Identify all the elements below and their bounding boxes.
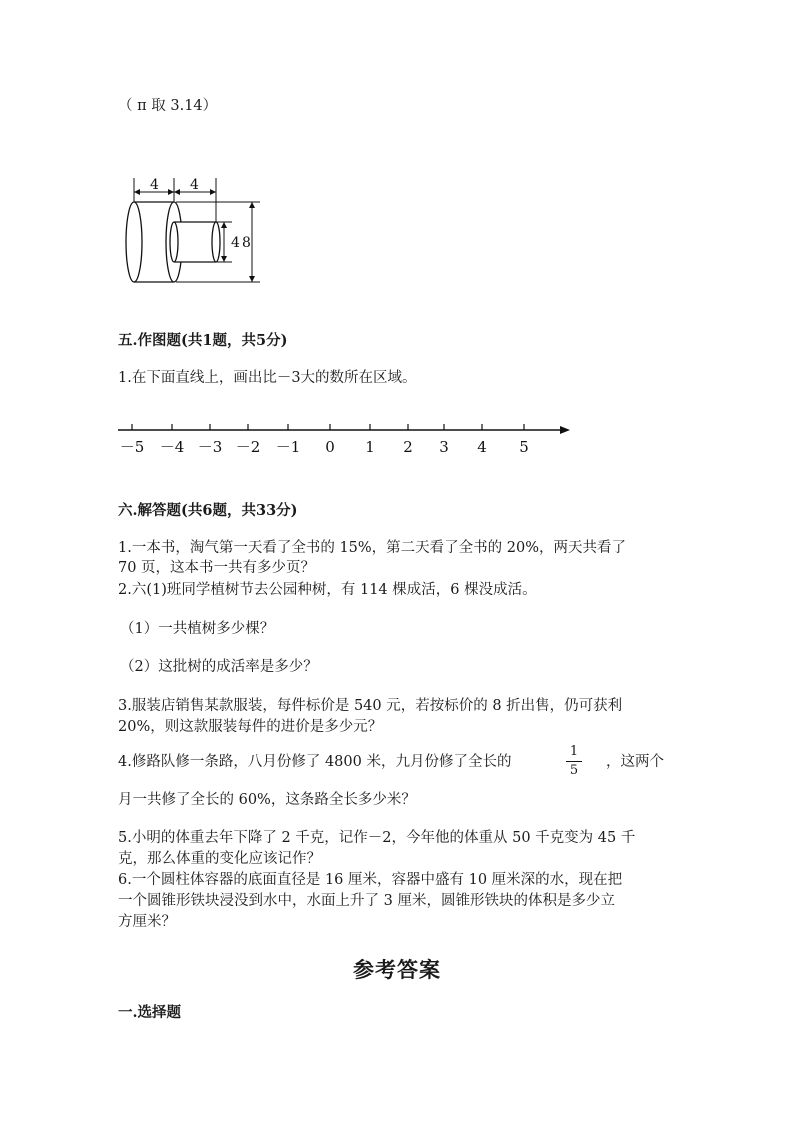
section6-question-4-part-2: ，这两个: [606, 754, 664, 770]
section6-heading: 六.解答题(共6题，共33分): [118, 502, 298, 519]
number-line: [110, 418, 580, 463]
fraction-numerator: 1: [569, 744, 579, 759]
section5-heading: 五.作图题(共1题，共5分): [118, 332, 288, 349]
section6-question-2-sub-2: （2）这批树的成活率是多少？: [120, 659, 318, 675]
fraction-denominator: 5: [569, 763, 579, 778]
section6-question-5-line-2: 克，那么体重的变化应该记作？: [118, 851, 321, 867]
section6-question-2: 2.六(1)班同学植树节去公园种树，有 114 棵成活，6 棵没成活。: [118, 582, 537, 598]
answers-title: 参考答案: [353, 957, 441, 982]
section6-question-3-line-2: 20%，则这款服装每件的进价是多少元？: [118, 719, 383, 735]
section6-question-3-line-1: 3.服装店销售某款服装，每件标价是 540 元，若按标价的 8 折出售，仍可获利: [118, 698, 623, 714]
section5-question-1: 1.在下面直线上，画出比－3大的数所在区域。: [118, 370, 417, 386]
number-line-label: －5: [119, 438, 145, 456]
section6-question-1-line-2: 70 页，这本书一共有多少页？: [118, 560, 316, 576]
fraction-bar: [566, 761, 582, 762]
section6-question-2-sub-1: （1）一共植树多少棵？: [120, 621, 275, 637]
number-line-label: 3: [439, 438, 449, 456]
section6-question-4-part-1: 4.修路队修一条路，八月份修了 4800 米，九月份修了全长的: [118, 754, 512, 770]
section6-question-6-line-2: 一个圆锥形铁块浸没到水中，水面上升了 3 厘米，圆锥形铁块的体积是多少立: [118, 893, 615, 909]
cylinder-figure: [120, 170, 270, 290]
number-line-label: 5: [519, 438, 529, 456]
number-line-label: 1: [365, 438, 375, 456]
number-line-label: －2: [235, 438, 261, 456]
number-line-label: 0: [325, 438, 335, 456]
number-line-label: －3: [197, 438, 223, 456]
number-line-label: 2: [403, 438, 413, 456]
section6-question-4-line-2: 月一共修了全长的 60%，这条路全长多少米？: [118, 792, 416, 808]
answers-section1-heading: 一.选择题: [118, 1004, 182, 1021]
number-line-label: 4: [477, 438, 487, 456]
pi-note: （ π 取 3.14）: [118, 98, 218, 114]
number-line-label: －1: [275, 438, 301, 456]
section6-question-6-line-3: 方厘米？: [118, 914, 176, 930]
number-line-label: －4: [159, 438, 185, 456]
dim-inner-label: 4: [231, 235, 240, 251]
section6-question-1-line-1: 1.一本书，淘气第一天看了全书的 15%，第二天看了全书的 20%，两天共看了: [118, 540, 627, 556]
fraction-one-fifth: [566, 744, 582, 779]
section6-question-5-line-1: 5.小明的体重去年下降了 2 千克，记作－2，今年他的体重从 50 千克变为 45 千: [118, 830, 636, 846]
dim-outer-label: 8: [242, 235, 251, 251]
dim-left-label: 4: [150, 177, 159, 193]
number-line-arrow: [560, 426, 570, 434]
dim-right-label: 4: [190, 177, 199, 193]
section6-question-6-line-1: 6.一个圆柱体容器的底面直径是 16 厘米，容器中盛有 10 厘米深的水，现在把: [118, 872, 623, 888]
